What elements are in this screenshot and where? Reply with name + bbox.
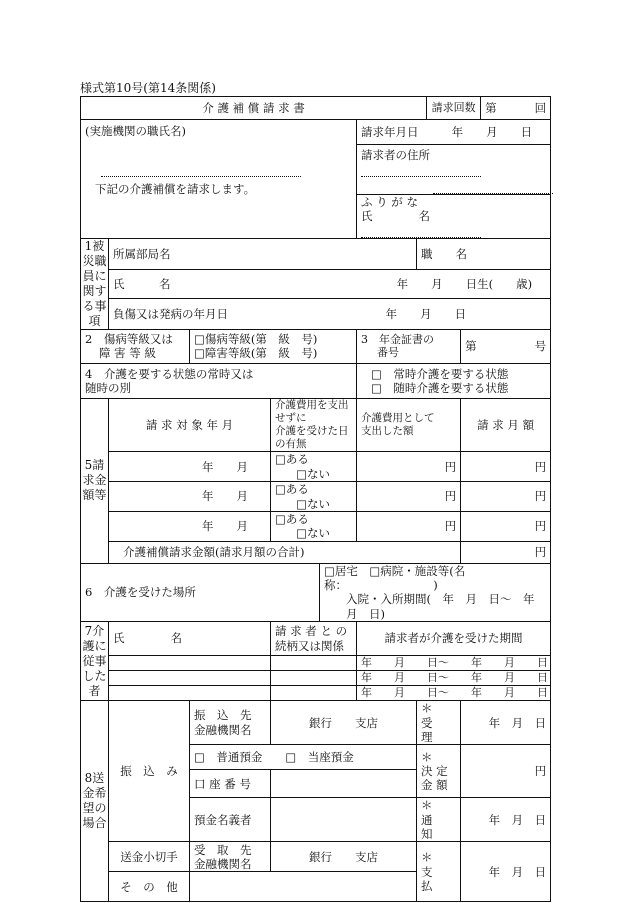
col-expense: 介護費用として 支出した額 bbox=[357, 398, 461, 452]
receipt-mark: ＊ bbox=[421, 701, 433, 716]
claim-form-table bbox=[80, 96, 551, 902]
table-row bbox=[81, 671, 551, 686]
account-holder-label: 預金名義者 bbox=[190, 798, 271, 842]
care-period-field[interactable]: 年 月 日～ 年 月 日 bbox=[357, 671, 551, 686]
form-title: 介 護 補 償 請 求 書 bbox=[81, 97, 427, 120]
decision-mark: ＊ bbox=[421, 749, 433, 764]
pension-number-field[interactable]: 第 号 bbox=[461, 329, 551, 363]
occasional-care-checkbox[interactable]: □ 随時介護を要する状態 bbox=[371, 380, 509, 395]
notice-label: ＊ 通 知 bbox=[417, 798, 461, 842]
official-dotted-line bbox=[101, 175, 301, 177]
claim-date-label: 請求年月日 bbox=[361, 124, 419, 139]
amount-field[interactable]: 円 bbox=[461, 482, 551, 512]
injury-date-label: 負傷又は発病の年月日 bbox=[113, 306, 228, 321]
claim-date-units: 年 月 日 bbox=[451, 124, 533, 139]
relation-field[interactable] bbox=[271, 671, 357, 686]
check-label: 送金小切手 bbox=[109, 842, 190, 872]
claim-month-field[interactable]: 年 月 bbox=[109, 511, 271, 541]
address-dotted-line bbox=[361, 166, 481, 177]
table-row bbox=[81, 686, 551, 701]
section3-label: 3 年金証書の 番号 bbox=[357, 329, 461, 363]
other-field[interactable] bbox=[190, 872, 417, 902]
caregiver-name-field[interactable] bbox=[109, 686, 271, 701]
claim-count-label: 請求回数 bbox=[427, 97, 481, 120]
claim-month-field[interactable]: 年 月 bbox=[109, 452, 271, 482]
section7-label: 7介護に従事した者 bbox=[81, 622, 109, 701]
payment-mark: ＊ bbox=[421, 850, 433, 865]
claim-date-cell[interactable] bbox=[357, 120, 551, 145]
expense-field[interactable]: 円 bbox=[357, 452, 461, 482]
injury-date-cell[interactable] bbox=[109, 298, 551, 329]
caregiver-name-field[interactable] bbox=[109, 671, 271, 686]
claim-month-field[interactable]: 年 月 bbox=[109, 482, 271, 512]
dept-cell[interactable]: 所属部局名 bbox=[109, 238, 417, 269]
table-row bbox=[81, 452, 551, 482]
care-period-field[interactable]: 年 月 日～ 年 月 日 bbox=[357, 656, 551, 671]
victim-name-label: 氏 名 bbox=[113, 276, 171, 291]
stay-period[interactable]: 入院・入所期間( 年 月 日～ 年 月 日) bbox=[346, 592, 546, 621]
decision-amount-field[interactable]: 円 bbox=[461, 745, 551, 798]
account-number-label: 口 座 番 号 bbox=[190, 770, 271, 798]
col-claim-month: 請 求 対 象 年 月 bbox=[109, 398, 271, 452]
care-state-options[interactable] bbox=[357, 363, 551, 398]
claimant-name-label: 氏 名 bbox=[361, 209, 430, 224]
care-place-line1[interactable]: □居宅 □病院・施設等(名称： ) bbox=[324, 563, 466, 592]
section2-label: 2 傷病等級又は 障 害 等 級 bbox=[81, 329, 190, 363]
constant-care-checkbox[interactable]: □ 常時介護を要する状態 bbox=[371, 366, 509, 381]
total-amount-label: 介護補償請求金額(請求月額の合計) bbox=[109, 541, 461, 563]
total-amount-field[interactable]: 円 bbox=[461, 541, 551, 563]
expense-field[interactable]: 円 bbox=[357, 511, 461, 541]
claim-count-field[interactable]: 第 回 bbox=[481, 97, 551, 120]
payment-label: ＊ 支 払 bbox=[417, 842, 461, 902]
amount-field[interactable]: 円 bbox=[461, 511, 551, 541]
account-holder-field[interactable] bbox=[271, 798, 417, 842]
amount-field[interactable]: 円 bbox=[461, 452, 551, 482]
care-period-label: 請求者が介護を受けた期間 bbox=[357, 622, 551, 656]
other-label: そ の 他 bbox=[109, 872, 190, 902]
care-yes-no[interactable]: □ある □ない bbox=[271, 511, 357, 541]
care-yes-no[interactable]: □ある □ない bbox=[271, 452, 357, 482]
section1-label: 1被災職員に関する事項 bbox=[82, 238, 107, 328]
injury-date-units: 年 月 日 bbox=[385, 306, 467, 321]
furigana-label: ふ り が な bbox=[361, 194, 418, 209]
notice-mark: ＊ bbox=[421, 798, 433, 813]
name-cell[interactable] bbox=[357, 194, 551, 238]
relation-field[interactable] bbox=[271, 686, 357, 701]
col-care-without-expense: 介護費用を支出せずに 介護を受けた日の有無 bbox=[271, 398, 357, 452]
section6-label: 6 介護を受けた場所 bbox=[81, 563, 320, 622]
receipt-date-field[interactable]: 年 月 日 bbox=[461, 701, 551, 745]
name-dotted-line bbox=[361, 227, 481, 238]
grade-options[interactable] bbox=[190, 329, 357, 363]
account-type-options[interactable]: □ 普通預金 □ 当座預金 bbox=[190, 745, 417, 770]
payment-date-field[interactable]: 年 月 日 bbox=[461, 842, 551, 902]
request-text: 下記の介護補償を請求します。 bbox=[95, 182, 256, 196]
receiver-bank-label: 受 取 先 金融機関名 bbox=[190, 842, 271, 872]
receiver-bank-field[interactable]: 銀行 支店 bbox=[271, 842, 417, 872]
caregiver-name-field[interactable] bbox=[109, 656, 271, 671]
disability-grade-checkbox[interactable]: □障害等級(第 級 号) bbox=[194, 346, 318, 361]
care-yes-no[interactable]: □ある □ない bbox=[271, 482, 357, 512]
position-cell[interactable]: 職 名 bbox=[417, 238, 551, 269]
receipt-label: ＊ 受 理 bbox=[417, 701, 461, 745]
expense-field[interactable]: 円 bbox=[357, 482, 461, 512]
address-dotted-line-2 bbox=[433, 183, 553, 194]
section8-label: 8送金希望の場合 bbox=[81, 701, 109, 902]
birth-date-label: 年 月 日生( 歳) bbox=[396, 276, 533, 291]
relation-field[interactable] bbox=[271, 656, 357, 671]
bank-field[interactable]: 銀行 支店 bbox=[271, 701, 417, 745]
transfer-label: 振 込 み bbox=[109, 701, 190, 842]
caregiver-name-label: 氏 名 bbox=[109, 622, 271, 656]
section5-label: 5請求金額等 bbox=[81, 398, 109, 563]
notice-date-field[interactable]: 年 月 日 bbox=[461, 798, 551, 842]
address-label: 請求者の住所 bbox=[361, 148, 430, 162]
injury-grade-checkbox[interactable]: □傷病等級(第 級 号) bbox=[194, 332, 318, 346]
table-row bbox=[81, 656, 551, 671]
agency-official-cell[interactable] bbox=[81, 120, 357, 239]
victim-name-cell[interactable] bbox=[109, 269, 551, 298]
address-cell[interactable] bbox=[357, 145, 551, 195]
decision-label: ＊ 決 定 金 額 bbox=[417, 745, 461, 798]
relation-label: 請 求 者 と の 続柄又は関係 bbox=[271, 622, 357, 656]
bank-label: 振 込 先 金融機関名 bbox=[190, 701, 271, 745]
table-row bbox=[81, 511, 551, 541]
section4-label: 4 介護を要する状態の常時又は 随時の別 bbox=[81, 363, 357, 398]
agency-official-label: (実施機関の職氏名) bbox=[85, 124, 186, 138]
account-number-field[interactable] bbox=[271, 770, 417, 798]
table-row bbox=[81, 482, 551, 512]
care-place-options[interactable] bbox=[320, 563, 551, 622]
form-number: 様式第10号(第14条関係) bbox=[80, 81, 216, 95]
col-claim-amount: 請 求 月 額 bbox=[461, 398, 551, 452]
care-period-field[interactable]: 年 月 日～ 年 月 日 bbox=[357, 686, 551, 701]
